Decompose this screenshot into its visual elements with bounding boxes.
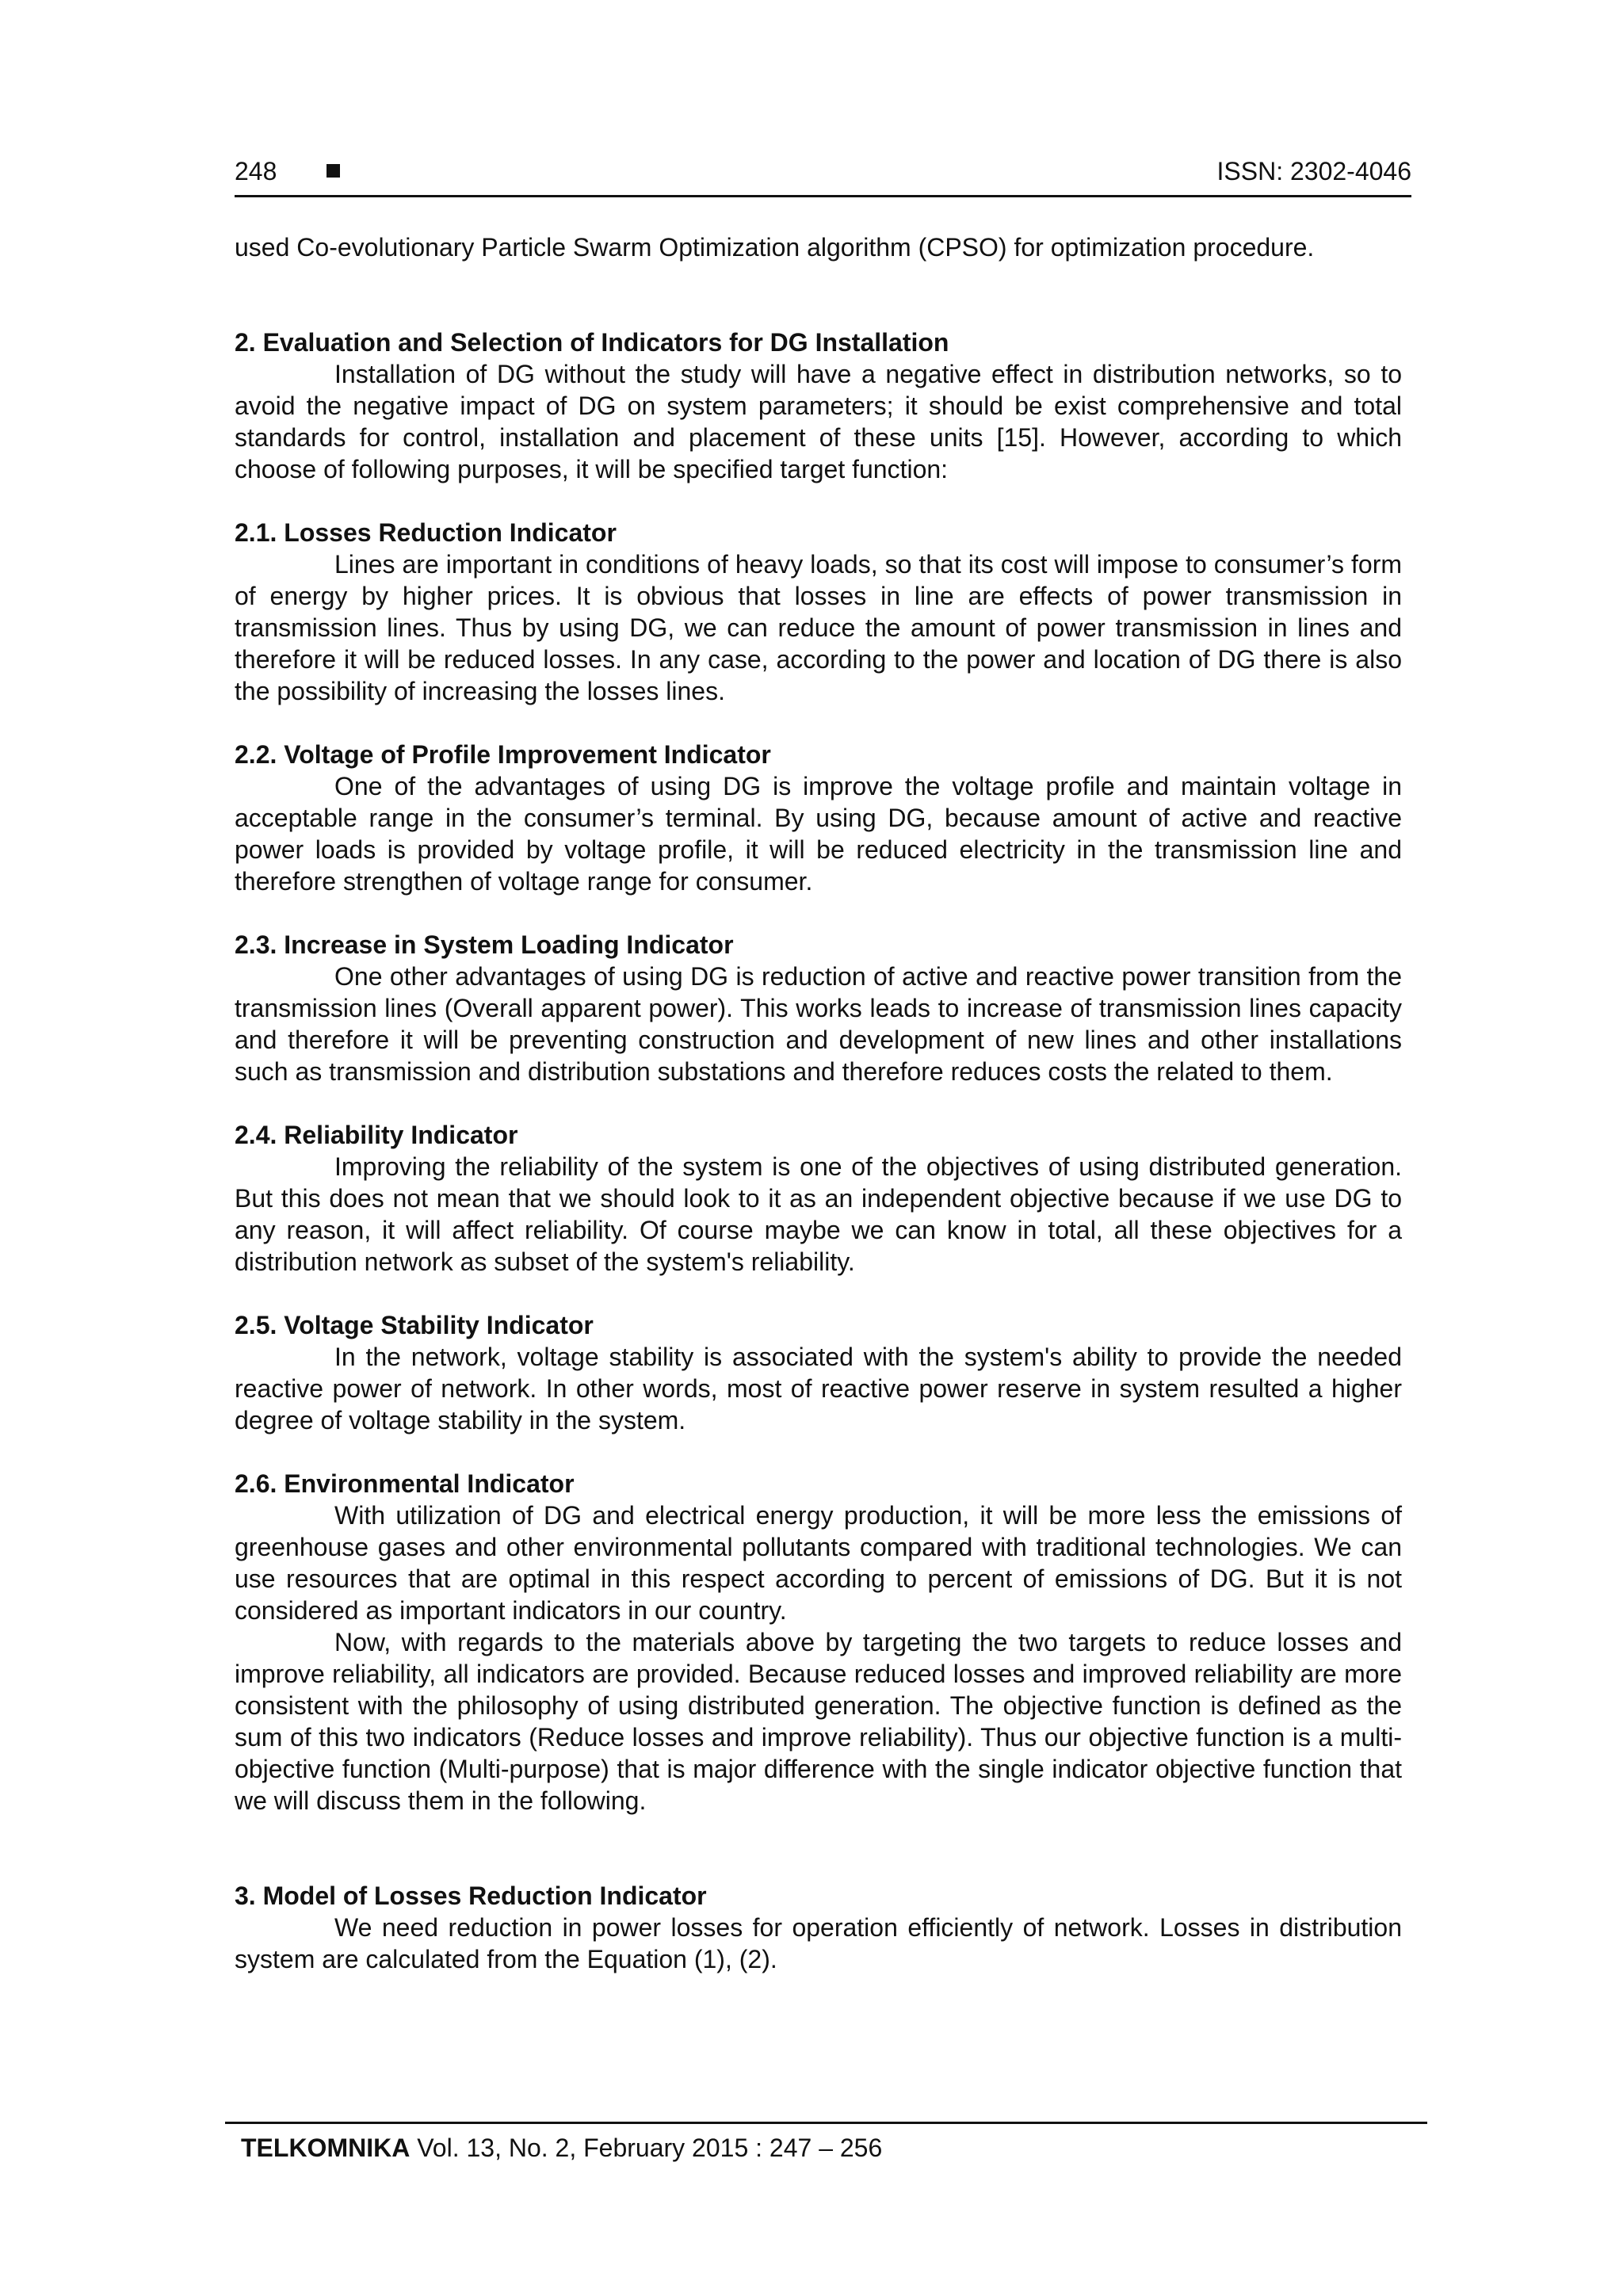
section-heading: 2.1. Losses Reduction Indicator <box>235 518 617 547</box>
journal-citation: Vol. 13, No. 2, February 2015 : 247 – 256 <box>410 2134 883 2162</box>
section-3 <box>235 1880 1402 1975</box>
header-bullet-icon <box>327 164 340 178</box>
section-heading: 2. Evaluation and Selection of Indicators for DG Installation <box>235 328 949 357</box>
paragraph: With utilization of DG and electrical energy production, it will be more less the emissions of greenhouse gases and other environmental pollutants compared with traditional technologies. We can use resources that are optimal in this respect according to percent of emissions of DG. But it is not considered as important indicators in our country. <box>235 1501 1402 1625</box>
paragraph: In the network, voltage stability is associated with the system's ability to provide the needed reactive power of network. In other words, most of reactive power reserve in system resulted a higher degree of voltage stability in the system. <box>235 1343 1402 1435</box>
paragraph: We need reduction in power losses for operation efficiently of network. Losses in distribution system are calculated from the Equation (1), (2). <box>235 1913 1402 1973</box>
section-2-3 <box>235 929 1402 1087</box>
section-2-5 <box>235 1309 1402 1436</box>
section-2 <box>235 327 1402 485</box>
page-number: 248 <box>235 157 277 185</box>
paragraph: Lines are important in conditions of heavy loads, so that its cost will impose to consumer’s form of energy by higher prices. It is obvious that losses in line are effects of power transmission in transmission lines. Thus by using DG, we can reduce the amount of power transmission in lines and therefore it will be reduced losses. In any case, according to the power and location of DG there is also the possibility of increasing the losses lines. <box>235 550 1402 705</box>
article-body <box>235 231 1402 1975</box>
paragraph: One other advantages of using DG is reduction of active and reactive power transition from the transmission lines (Overall apparent power). This works leads to increase of transmission lines capacity and therefore it will be preventing construction and development of new lines and other installations such as transmission and distribution substations and therefore reduces costs the related to them. <box>235 962 1402 1086</box>
issn-label: ISSN: 2302-4046 <box>1216 157 1411 185</box>
journal-name: TELKOMNIKA <box>241 2134 411 2162</box>
intro-continuation: used Co-evolutionary Particle Swarm Optimization algorithm (CPSO) for optimization procedure. <box>235 233 1315 262</box>
section-2-2 <box>235 739 1402 897</box>
running-header <box>235 155 1411 197</box>
section-heading: 2.5. Voltage Stability Indicator <box>235 1311 594 1339</box>
paragraph: Installation of DG without the study will have a negative effect in distribution networks, so to avoid the negative impact of DG on system parameters; it should be exist comprehensive and total standards for control, installation and placement of these units [15]. However, according to which choose of following purposes, it will be specified target function: <box>235 360 1402 483</box>
paragraph: Now, with regards to the materials above by targeting the two targets to reduce losses and improve reliability, all indicators are provided. Because reduced losses and improved reliability are more consistent with the philosophy of using distributed generation. The objective function is defined as the sum of this two indicators (Reduce losses and improve reliability). Thus our objective function is a multi-objective function (Multi-purpose) that is major difference with the single indicator objective function that we will discuss them in the following. <box>235 1628 1402 1815</box>
section-heading: 2.2. Voltage of Profile Improvement Indicator <box>235 740 771 769</box>
paragraph: Improving the reliability of the system is one of the objectives of using distributed generation. But this does not mean that we should look to it as an independent objective because if we use DG to any reason, it will affect reliability. Of course maybe we can know in total, all these objectives for a distribution network as subset of the system's reliability. <box>235 1152 1402 1276</box>
section-heading: 2.6. Environmental Indicator <box>235 1469 575 1498</box>
section-2-1 <box>235 517 1402 707</box>
section-2-6 <box>235 1468 1402 1817</box>
section-heading: 2.4. Reliability Indicator <box>235 1121 518 1149</box>
running-footer <box>225 2122 1427 2164</box>
section-heading: 2.3. Increase in System Loading Indicator <box>235 930 734 959</box>
paragraph: One of the advantages of using DG is improve the voltage profile and maintain voltage in acceptable range in the consumer’s terminal. By using DG, because amount of active and reactive power loads is provided by voltage profile, it will be reduced electricity in the transmission line and therefore strengthen of voltage range for consumer. <box>235 772 1402 896</box>
section-heading: 3. Model of Losses Reduction Indicator <box>235 1881 707 1910</box>
section-2-4 <box>235 1119 1402 1278</box>
